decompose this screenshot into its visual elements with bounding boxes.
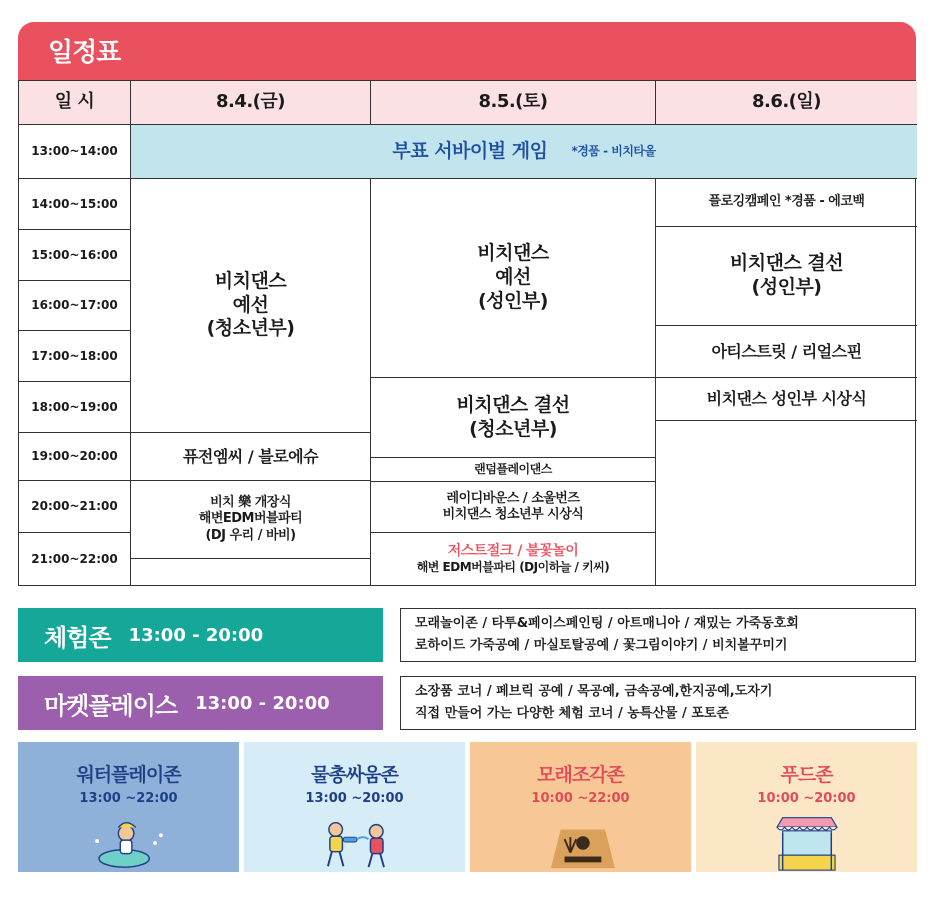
water-gun-illustration-icon bbox=[305, 814, 405, 872]
water-play-zone-card bbox=[18, 742, 239, 872]
event-line: (성인부) bbox=[478, 289, 548, 312]
event-line: (청소년부) bbox=[206, 317, 295, 340]
zone-line: 모래놀이존 / 타투&페이스페인팅 / 아트매니아 / 재밌는 가죽동호회 bbox=[415, 616, 799, 631]
event-line: 비치 樂 개장식 bbox=[210, 495, 291, 511]
event-title: 부표 서바이벌 게임 bbox=[392, 139, 548, 162]
time-slot: 15:00~16:00 bbox=[19, 230, 131, 281]
market-zone-row bbox=[18, 676, 916, 730]
time-slot: 17:00~18:00 bbox=[19, 331, 131, 382]
card-time: 13:00 ~20:00 bbox=[305, 791, 404, 806]
card-name: 푸드존 bbox=[780, 764, 833, 786]
market-zone-description bbox=[400, 676, 916, 730]
zone-line: 소장품 코너 / 페브릭 공예 / 목공예, 금속공예,한지공예,도자기 bbox=[415, 684, 773, 699]
time-slot: 16:00~17:00 bbox=[19, 281, 131, 331]
event-line: 비치댄스 결선 bbox=[729, 252, 844, 275]
card-name: 물총싸움존 bbox=[311, 764, 398, 786]
event-line: 예선 bbox=[232, 293, 269, 316]
d1-prelim-event bbox=[131, 179, 371, 433]
schedule-header bbox=[18, 22, 916, 80]
d3-award-event: 비치댄스 성인부 시상식 bbox=[656, 378, 917, 421]
time-slot: 20:00~21:00 bbox=[19, 481, 131, 533]
experience-zone-label bbox=[18, 608, 383, 662]
sand-sculpture-zone-card bbox=[470, 742, 691, 872]
time-slot: 14:00~15:00 bbox=[19, 179, 131, 230]
empty-cell bbox=[656, 421, 917, 585]
d3-artist-event: 아티스트릿 / 리얼스핀 bbox=[656, 326, 917, 378]
experience-zone-row bbox=[18, 608, 916, 662]
card-time: 10:00 ~22:00 bbox=[531, 791, 630, 806]
d2-prelim-event bbox=[371, 179, 656, 378]
schedule-table bbox=[18, 80, 916, 586]
d1-opening-event bbox=[131, 481, 371, 558]
sand-sculpture-illustration-icon bbox=[536, 814, 626, 872]
market-zone-label bbox=[18, 676, 383, 730]
zone-line: 로하이드 가죽공예 / 마실토탈공예 / 꽃그림이야기 / 비치볼꾸미기 bbox=[415, 638, 788, 653]
time-slot: 13:00~14:00 bbox=[19, 125, 131, 179]
d2-random-play-event: 랜덤플레이댄스 bbox=[371, 458, 656, 482]
zone-name: 마켓플레이스 bbox=[44, 691, 178, 720]
event-line: 비치댄스 bbox=[477, 242, 549, 265]
event-line: 해변EDM버블파티 bbox=[198, 511, 303, 527]
water-play-illustration-icon bbox=[84, 814, 174, 872]
d2-lady-bounce-event bbox=[371, 482, 656, 533]
event-line: 비치댄스 결선 bbox=[456, 393, 570, 416]
zone-time: 13:00 - 20:00 bbox=[128, 624, 264, 646]
column-header-time: 일 시 bbox=[19, 81, 131, 125]
d2-fireworks-event bbox=[371, 533, 656, 585]
event-line: 해변 EDM버블파티 (DJ이하늘 / 키씨) bbox=[416, 560, 610, 575]
water-gun-zone-card bbox=[244, 742, 465, 872]
food-zone-card bbox=[696, 742, 917, 872]
zone-time: 13:00 - 20:00 bbox=[195, 692, 330, 714]
empty-cell bbox=[131, 558, 371, 585]
card-time: 10:00 ~20:00 bbox=[757, 791, 856, 806]
card-name: 모래조각존 bbox=[537, 764, 624, 786]
column-header-day2: 8.5.(토) bbox=[371, 81, 656, 125]
d3-final-event bbox=[656, 227, 917, 326]
event-line: (DJ 우리 / 바비) bbox=[205, 527, 296, 543]
zone-name: 체험존 bbox=[44, 623, 111, 652]
d3-plogging-event: 플로깅캠페인 *경품 - 에코백 bbox=[656, 179, 917, 227]
event-line: 예선 bbox=[495, 266, 531, 289]
buoy-survival-game-event bbox=[131, 125, 917, 179]
column-header-day1: 8.4.(금) bbox=[131, 81, 371, 125]
card-name: 워터플레이존 bbox=[76, 764, 181, 786]
event-line: 비치댄스 청소년부 시상식 bbox=[442, 507, 584, 522]
event-line: 레이디바운스 / 소울번즈 bbox=[446, 490, 580, 506]
time-slot: 21:00~22:00 bbox=[19, 533, 131, 585]
event-line: (청소년부) bbox=[469, 417, 557, 440]
card-time: 13:00 ~22:00 bbox=[79, 791, 178, 806]
event-line: 저스트절크 / 불꽃놀이 bbox=[447, 542, 579, 559]
event-prize-note: *경품 - 비치타올 bbox=[571, 144, 656, 158]
column-header-day3: 8.6.(일) bbox=[656, 81, 917, 125]
experience-zone-description bbox=[400, 608, 916, 662]
page-title: 일정표 bbox=[48, 38, 121, 68]
d2-final-event bbox=[371, 378, 656, 458]
event-line: (성인부) bbox=[751, 276, 822, 298]
time-slot: 19:00~20:00 bbox=[19, 433, 131, 481]
event-line: 비치댄스 bbox=[214, 269, 287, 292]
food-stall-illustration-icon bbox=[767, 814, 847, 872]
d1-fusion-event: 퓨전엠씨 / 블로에슈 bbox=[131, 433, 371, 481]
time-slot: 18:00~19:00 bbox=[19, 382, 131, 433]
zone-line: 직접 만들어 가는 다양한 체험 코너 / 농특산물 / 포토존 bbox=[415, 706, 729, 721]
